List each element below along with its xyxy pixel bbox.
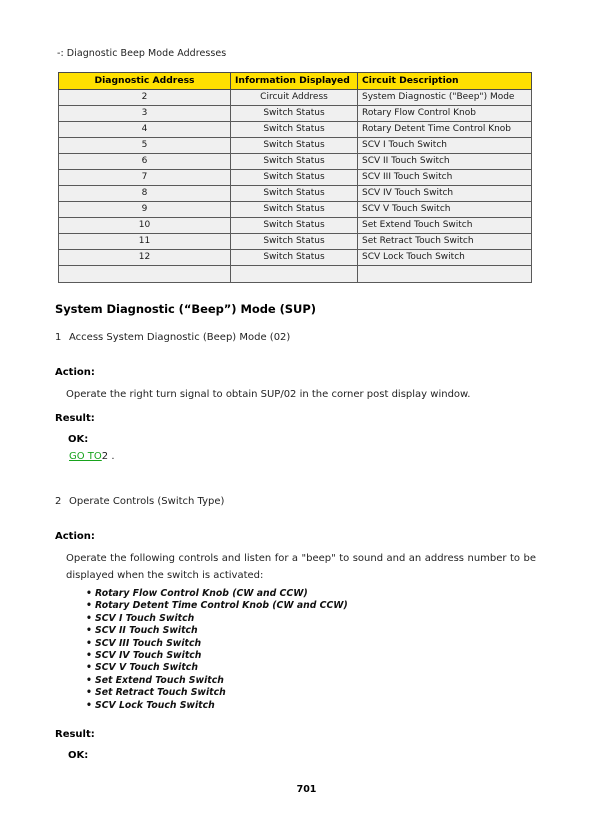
- list-item: • SCV II Touch Switch: [86, 625, 348, 637]
- cell-info: Switch Status: [231, 122, 358, 138]
- step-2-title: Operate Controls (Switch Type): [69, 496, 225, 507]
- list-item: • SCV IV Touch Switch: [86, 650, 348, 662]
- cell-address: 4: [59, 122, 231, 138]
- table-row: [59, 218, 532, 234]
- diagnostic-address-table: [58, 72, 532, 283]
- step-2-action-label: Action:: [55, 531, 95, 542]
- cell-info: Switch Status: [231, 186, 358, 202]
- cell-info: Switch Status: [231, 218, 358, 234]
- cell-address: 9: [59, 202, 231, 218]
- cell-address: 11: [59, 234, 231, 250]
- list-item: • Rotary Detent Time Control Knob (CW and CCW): [86, 600, 348, 612]
- table-row: [59, 122, 532, 138]
- list-item: • Set Extend Touch Switch: [86, 675, 348, 687]
- cell-address: 3: [59, 106, 231, 122]
- table-caption: -: Diagnostic Beep Mode Addresses: [57, 48, 227, 59]
- list-item: • SCV III Touch Switch: [86, 638, 348, 650]
- cell-desc: SCV Lock Touch Switch: [358, 250, 532, 266]
- cell-desc: Rotary Flow Control Knob: [358, 106, 532, 122]
- cell-info: Switch Status: [231, 202, 358, 218]
- step-1-action-label: Action:: [55, 367, 95, 378]
- list-item: • Set Retract Touch Switch: [86, 687, 348, 699]
- step-1-goto-line: [69, 451, 115, 462]
- cell-desc: SCV I Touch Switch: [358, 138, 532, 154]
- table-row: [59, 154, 532, 170]
- cell-desc: Set Retract Touch Switch: [358, 234, 532, 250]
- cell-info: Switch Status: [231, 106, 358, 122]
- cell-desc: Rotary Detent Time Control Knob: [358, 122, 532, 138]
- table-row-empty: [59, 266, 532, 283]
- cell-info: Switch Status: [231, 234, 358, 250]
- list-item: • Rotary Flow Control Knob (CW and CCW): [86, 588, 348, 600]
- step-2-ok-label: OK:: [68, 750, 89, 761]
- cell-address: 8: [59, 186, 231, 202]
- step-2-result-label: Result:: [55, 729, 95, 740]
- step-1-number: 1: [55, 332, 62, 343]
- cell-address: 12: [59, 250, 231, 266]
- table-row: [59, 106, 532, 122]
- cell-desc: Set Extend Touch Switch: [358, 218, 532, 234]
- cell-desc: SCV II Touch Switch: [358, 154, 532, 170]
- cell-info: Switch Status: [231, 154, 358, 170]
- step-2-action-text: Operate the following controls and listen for a "beep" to sound and an address number to be displayed when the switch is activated:: [66, 553, 536, 581]
- step-1-ok-label: OK:: [68, 434, 89, 445]
- table-row: [59, 170, 532, 186]
- page-number: 701: [296, 784, 317, 795]
- control-list: [86, 588, 348, 712]
- column-header-circuit-description: Circuit Description: [358, 73, 532, 90]
- column-header-diagnostic-address: Diagnostic Address: [59, 73, 231, 90]
- cell-info: Circuit Address: [231, 90, 358, 106]
- cell-desc: System Diagnostic ("Beep") Mode: [358, 90, 532, 106]
- cell-info: Switch Status: [231, 250, 358, 266]
- table-row: [59, 250, 532, 266]
- table-row: [59, 90, 532, 106]
- cell-address: 5: [59, 138, 231, 154]
- cell-address: [59, 266, 231, 283]
- list-item: • SCV I Touch Switch: [86, 613, 348, 625]
- table-row: [59, 186, 532, 202]
- cell-info: Switch Status: [231, 170, 358, 186]
- cell-desc: SCV III Touch Switch: [358, 170, 532, 186]
- step-1-heading: [55, 332, 290, 343]
- table-row: [59, 202, 532, 218]
- table-row: [59, 234, 532, 250]
- cell-address: 2: [59, 90, 231, 106]
- cell-desc: [358, 266, 532, 283]
- cell-address: 7: [59, 170, 231, 186]
- list-item: • SCV V Touch Switch: [86, 662, 348, 674]
- step-1-result-label: Result:: [55, 413, 95, 424]
- cell-address: 6: [59, 154, 231, 170]
- goto-target: 2 .: [101, 451, 115, 462]
- table-row: [59, 138, 532, 154]
- section-heading: System Diagnostic (“Beep”) Mode (SUP): [55, 302, 316, 316]
- cell-desc: SCV V Touch Switch: [358, 202, 532, 218]
- step-2-number: 2: [55, 496, 62, 507]
- step-2-heading: [55, 496, 224, 507]
- cell-info: [231, 266, 358, 283]
- step-1-title: Access System Diagnostic (Beep) Mode (02): [69, 332, 291, 343]
- goto-link[interactable]: GO TO: [69, 451, 102, 462]
- table-header-row: [59, 73, 532, 90]
- step-1-action-text: Operate the right turn signal to obtain SUP/02 in the corner post display window.: [66, 389, 471, 400]
- cell-desc: SCV IV Touch Switch: [358, 186, 532, 202]
- cell-address: 10: [59, 218, 231, 234]
- cell-info: Switch Status: [231, 138, 358, 154]
- column-header-information-displayed: Information Displayed: [231, 73, 358, 90]
- list-item: • SCV Lock Touch Switch: [86, 700, 348, 712]
